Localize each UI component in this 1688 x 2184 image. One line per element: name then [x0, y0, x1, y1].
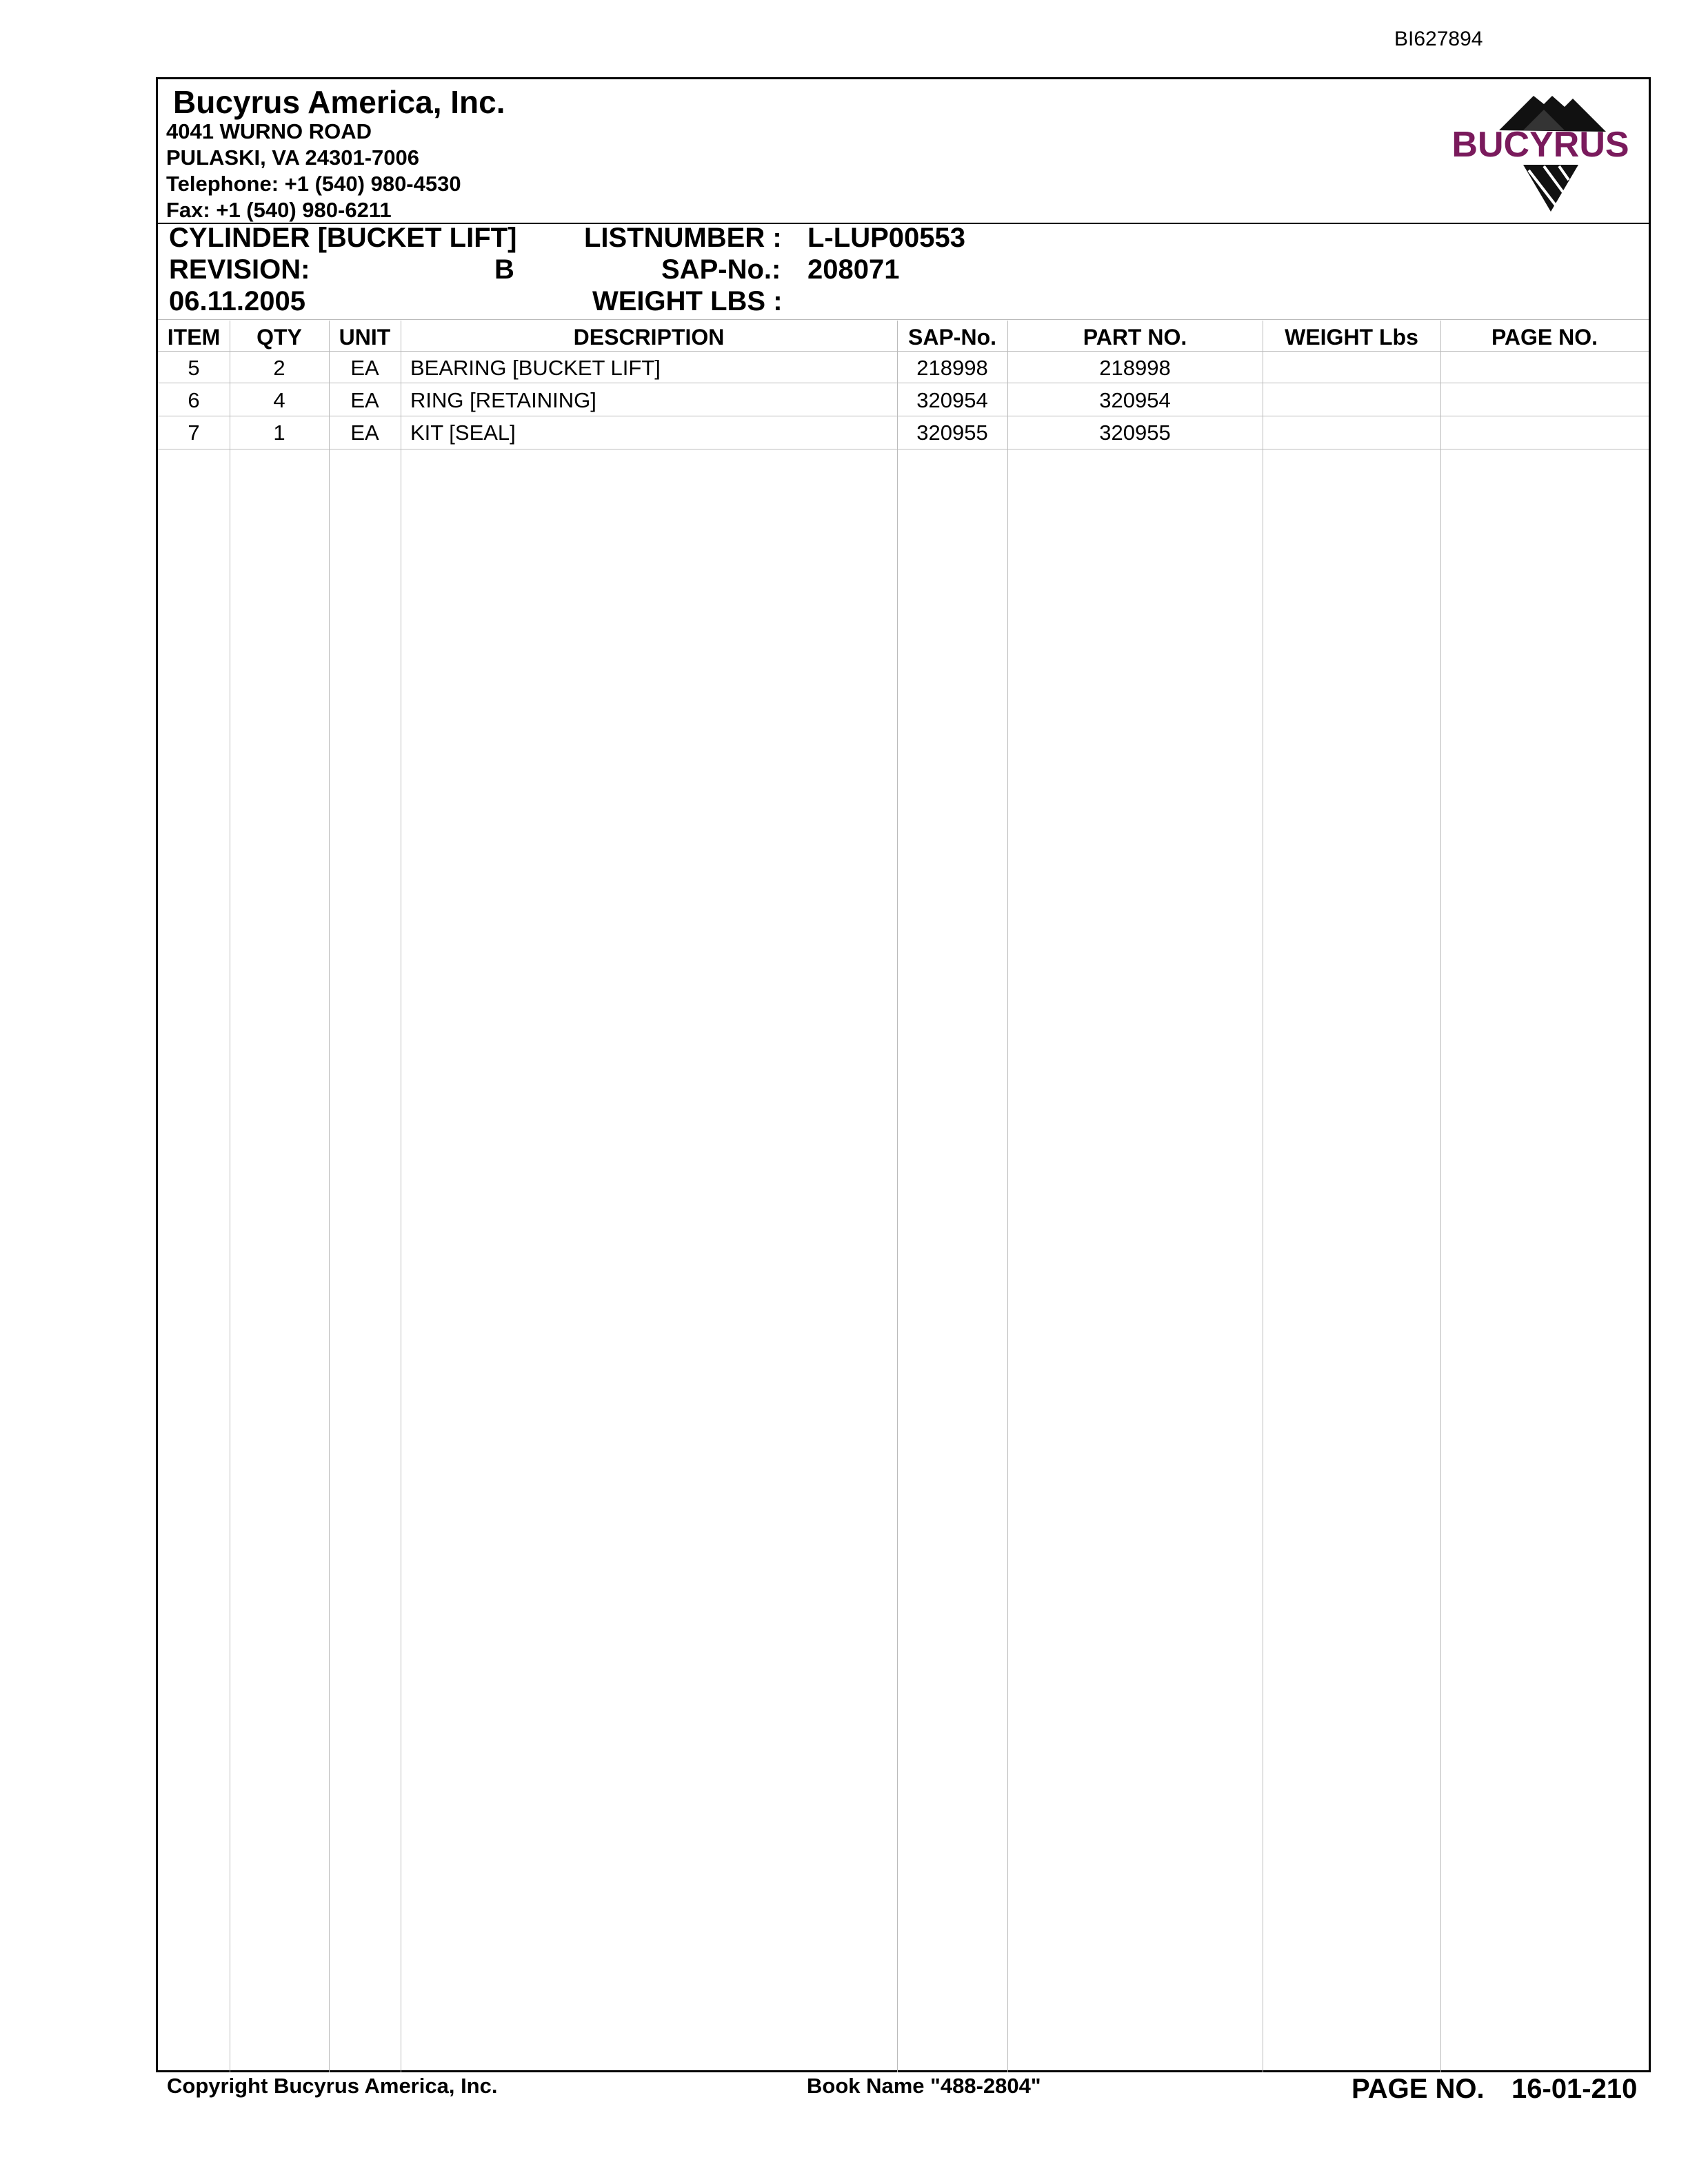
cell-sap-no: 320955 — [916, 421, 988, 445]
cell-sap-no: 218998 — [916, 356, 988, 380]
column-header-page-no: PAGE NO. — [1491, 325, 1598, 350]
company-address-line2: PULASKI, VA 24301-7006 — [166, 145, 420, 170]
column-header-item: ITEM — [167, 325, 221, 350]
cell-description: RING [RETAINING] — [410, 388, 596, 412]
page-number-label: PAGE NO. — [1352, 2074, 1485, 2104]
table-top-rule — [158, 319, 1649, 320]
column-header-unit: UNIT — [339, 325, 391, 350]
weight-label: WEIGHT LBS : — [592, 286, 783, 316]
bucyrus-logo — [1440, 89, 1640, 213]
revision-date: 06.11.2005 — [169, 286, 305, 316]
parts-list-frame — [156, 77, 1651, 2072]
cell-item: 7 — [188, 421, 200, 445]
part-title: CYLINDER [BUCKET LIFT] — [169, 223, 517, 253]
cell-qty: 2 — [273, 356, 285, 380]
cell-unit: EA — [350, 356, 379, 380]
cell-part-no: 218998 — [1099, 356, 1171, 380]
column-header-weight: WEIGHT Lbs — [1285, 325, 1418, 350]
cell-page-no — [1440, 417, 1649, 449]
copyright-notice: Copyright Bucyrus America, Inc. — [167, 2074, 498, 2098]
company-telephone: Telephone: +1 (540) 980-4530 — [166, 172, 461, 196]
cell-weight — [1263, 385, 1440, 416]
cell-item: 6 — [188, 388, 200, 412]
revision-label: REVISION: — [169, 254, 310, 285]
column-header-sap-no: SAP-No. — [908, 325, 996, 350]
column-divider — [1007, 321, 1008, 2072]
cell-qty: 4 — [273, 388, 285, 412]
page-number-value: 16-01-210 — [1511, 2074, 1638, 2104]
book-name: Book Name "488-2804" — [807, 2074, 1041, 2098]
sap-value: 208071 — [807, 254, 900, 285]
company-name: Bucyrus America, Inc. — [173, 84, 505, 120]
cell-unit: EA — [350, 421, 379, 445]
column-divider — [1440, 321, 1441, 2072]
cell-part-no: 320955 — [1099, 421, 1171, 445]
column-divider — [897, 321, 898, 2072]
sap-label: SAP-No.: — [661, 254, 781, 285]
column-header-part-no: PART NO. — [1083, 325, 1187, 350]
company-fax: Fax: +1 (540) 980-6211 — [166, 198, 392, 222]
table-header-rule — [158, 351, 1649, 352]
column-header-description: DESCRIPTION — [573, 325, 725, 350]
company-address-line1: 4041 WURNO ROAD — [166, 119, 372, 143]
cell-unit: EA — [350, 388, 379, 412]
cell-item: 5 — [188, 356, 200, 380]
cell-description: BEARING [BUCKET LIFT] — [410, 356, 661, 380]
cell-sap-no: 320954 — [916, 388, 988, 412]
column-divider — [329, 321, 330, 2072]
document-id: BI627894 — [1394, 28, 1483, 50]
cell-page-no — [1440, 385, 1649, 416]
cell-qty: 1 — [273, 421, 285, 445]
cell-description: KIT [SEAL] — [410, 421, 516, 445]
cell-weight — [1263, 417, 1440, 449]
cell-part-no: 320954 — [1099, 388, 1171, 412]
revision-value: B — [494, 254, 514, 285]
svg-text:BUCYRUS: BUCYRUS — [1451, 125, 1629, 165]
cell-page-no — [1440, 352, 1649, 384]
listnumber-label: LISTNUMBER : — [584, 223, 782, 253]
listnumber-value: L-LUP00553 — [807, 223, 965, 253]
column-header-qty: QTY — [257, 325, 302, 350]
cell-weight — [1263, 352, 1440, 384]
